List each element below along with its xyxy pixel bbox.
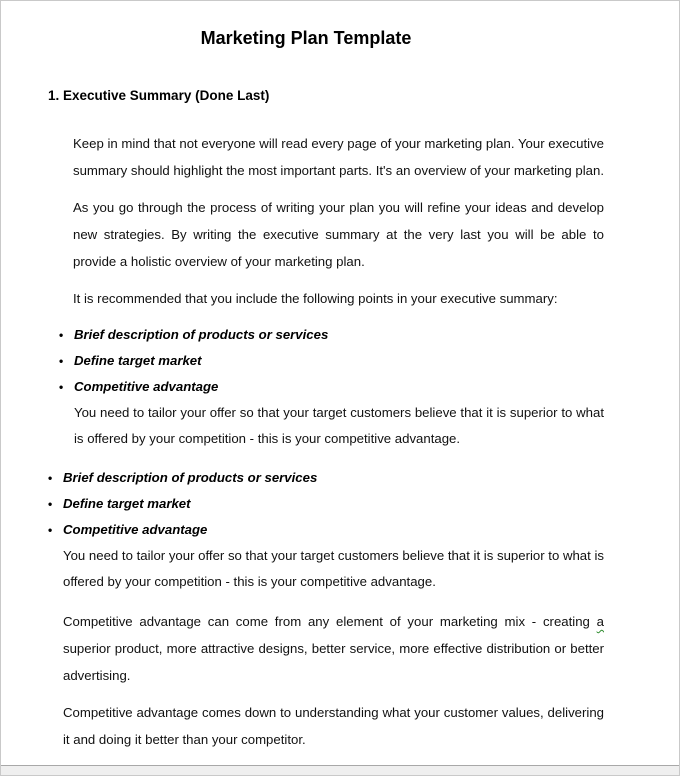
- list-item: [48, 517, 604, 543]
- bullet-icon: •: [48, 497, 53, 511]
- page-bottom-edge: [1, 765, 679, 775]
- bullet-note-1: You need to tailor your offer so that your target customers believe that it is superior to what is offered by your competition - this is your competitive advantage.: [74, 405, 604, 446]
- bullet-icon: •: [59, 328, 64, 342]
- paragraph-text: superior product, more attractive designs, better service, more effective distribution or better advertising.: [63, 641, 604, 683]
- recommendation-paragraph: It is recommended that you include the following points in your executive summary:: [73, 291, 558, 306]
- bullet-icon: •: [59, 354, 64, 368]
- bullet-item-label: Competitive advantage: [63, 522, 208, 537]
- competitive-advantage-paragraph: [63, 608, 604, 689]
- document-content: [1, 1, 679, 775]
- list-item: [59, 322, 604, 348]
- bullet-item-label: Define target market: [63, 496, 191, 511]
- bullet-icon: •: [48, 523, 53, 537]
- bullet-list-2: [48, 465, 604, 543]
- paragraph-text: Competitive advantage can come from any element of your marketing mix - creating: [63, 614, 597, 629]
- bullet-icon: •: [59, 380, 64, 394]
- bullet-list-1: [59, 322, 604, 400]
- closing-paragraph: Competitive advantage comes down to understanding what your customer values, delivering it and doing it better than your competitor.: [63, 705, 604, 747]
- bullet-note-2: You need to tailor your offer so that your target customers believe that it is superior to what is offered by your competition - this is your competitive advantage.: [63, 548, 604, 589]
- section-heading-executive-summary: 1. Executive Summary (Done Last): [48, 88, 270, 103]
- bullet-item-label: Brief description of products or services: [74, 327, 329, 342]
- bullet-item-label: Define target market: [74, 353, 202, 368]
- list-item: [48, 491, 604, 517]
- bullet-item-label: Brief description of products or services: [63, 470, 318, 485]
- list-item: [48, 465, 604, 491]
- document-title: Marketing Plan Template: [200, 28, 412, 48]
- intro-paragraph: Keep in mind that not everyone will read every page of your marketing plan. Your executive summary should highlight the most important parts. It's an overview of your marketing plan.: [73, 136, 604, 178]
- process-paragraph: As you go through the process of writing your plan you will refine your ideas and develop new strategies. By writing the executive summary at the very last you will be able to provide a holistic overview of your marketing plan.: [73, 200, 604, 269]
- bullet-icon: •: [48, 471, 53, 485]
- list-item: [59, 374, 604, 400]
- list-item: [59, 348, 604, 374]
- grammar-flagged-word: a: [596, 614, 604, 629]
- bullet-item-label: Competitive advantage: [74, 379, 219, 394]
